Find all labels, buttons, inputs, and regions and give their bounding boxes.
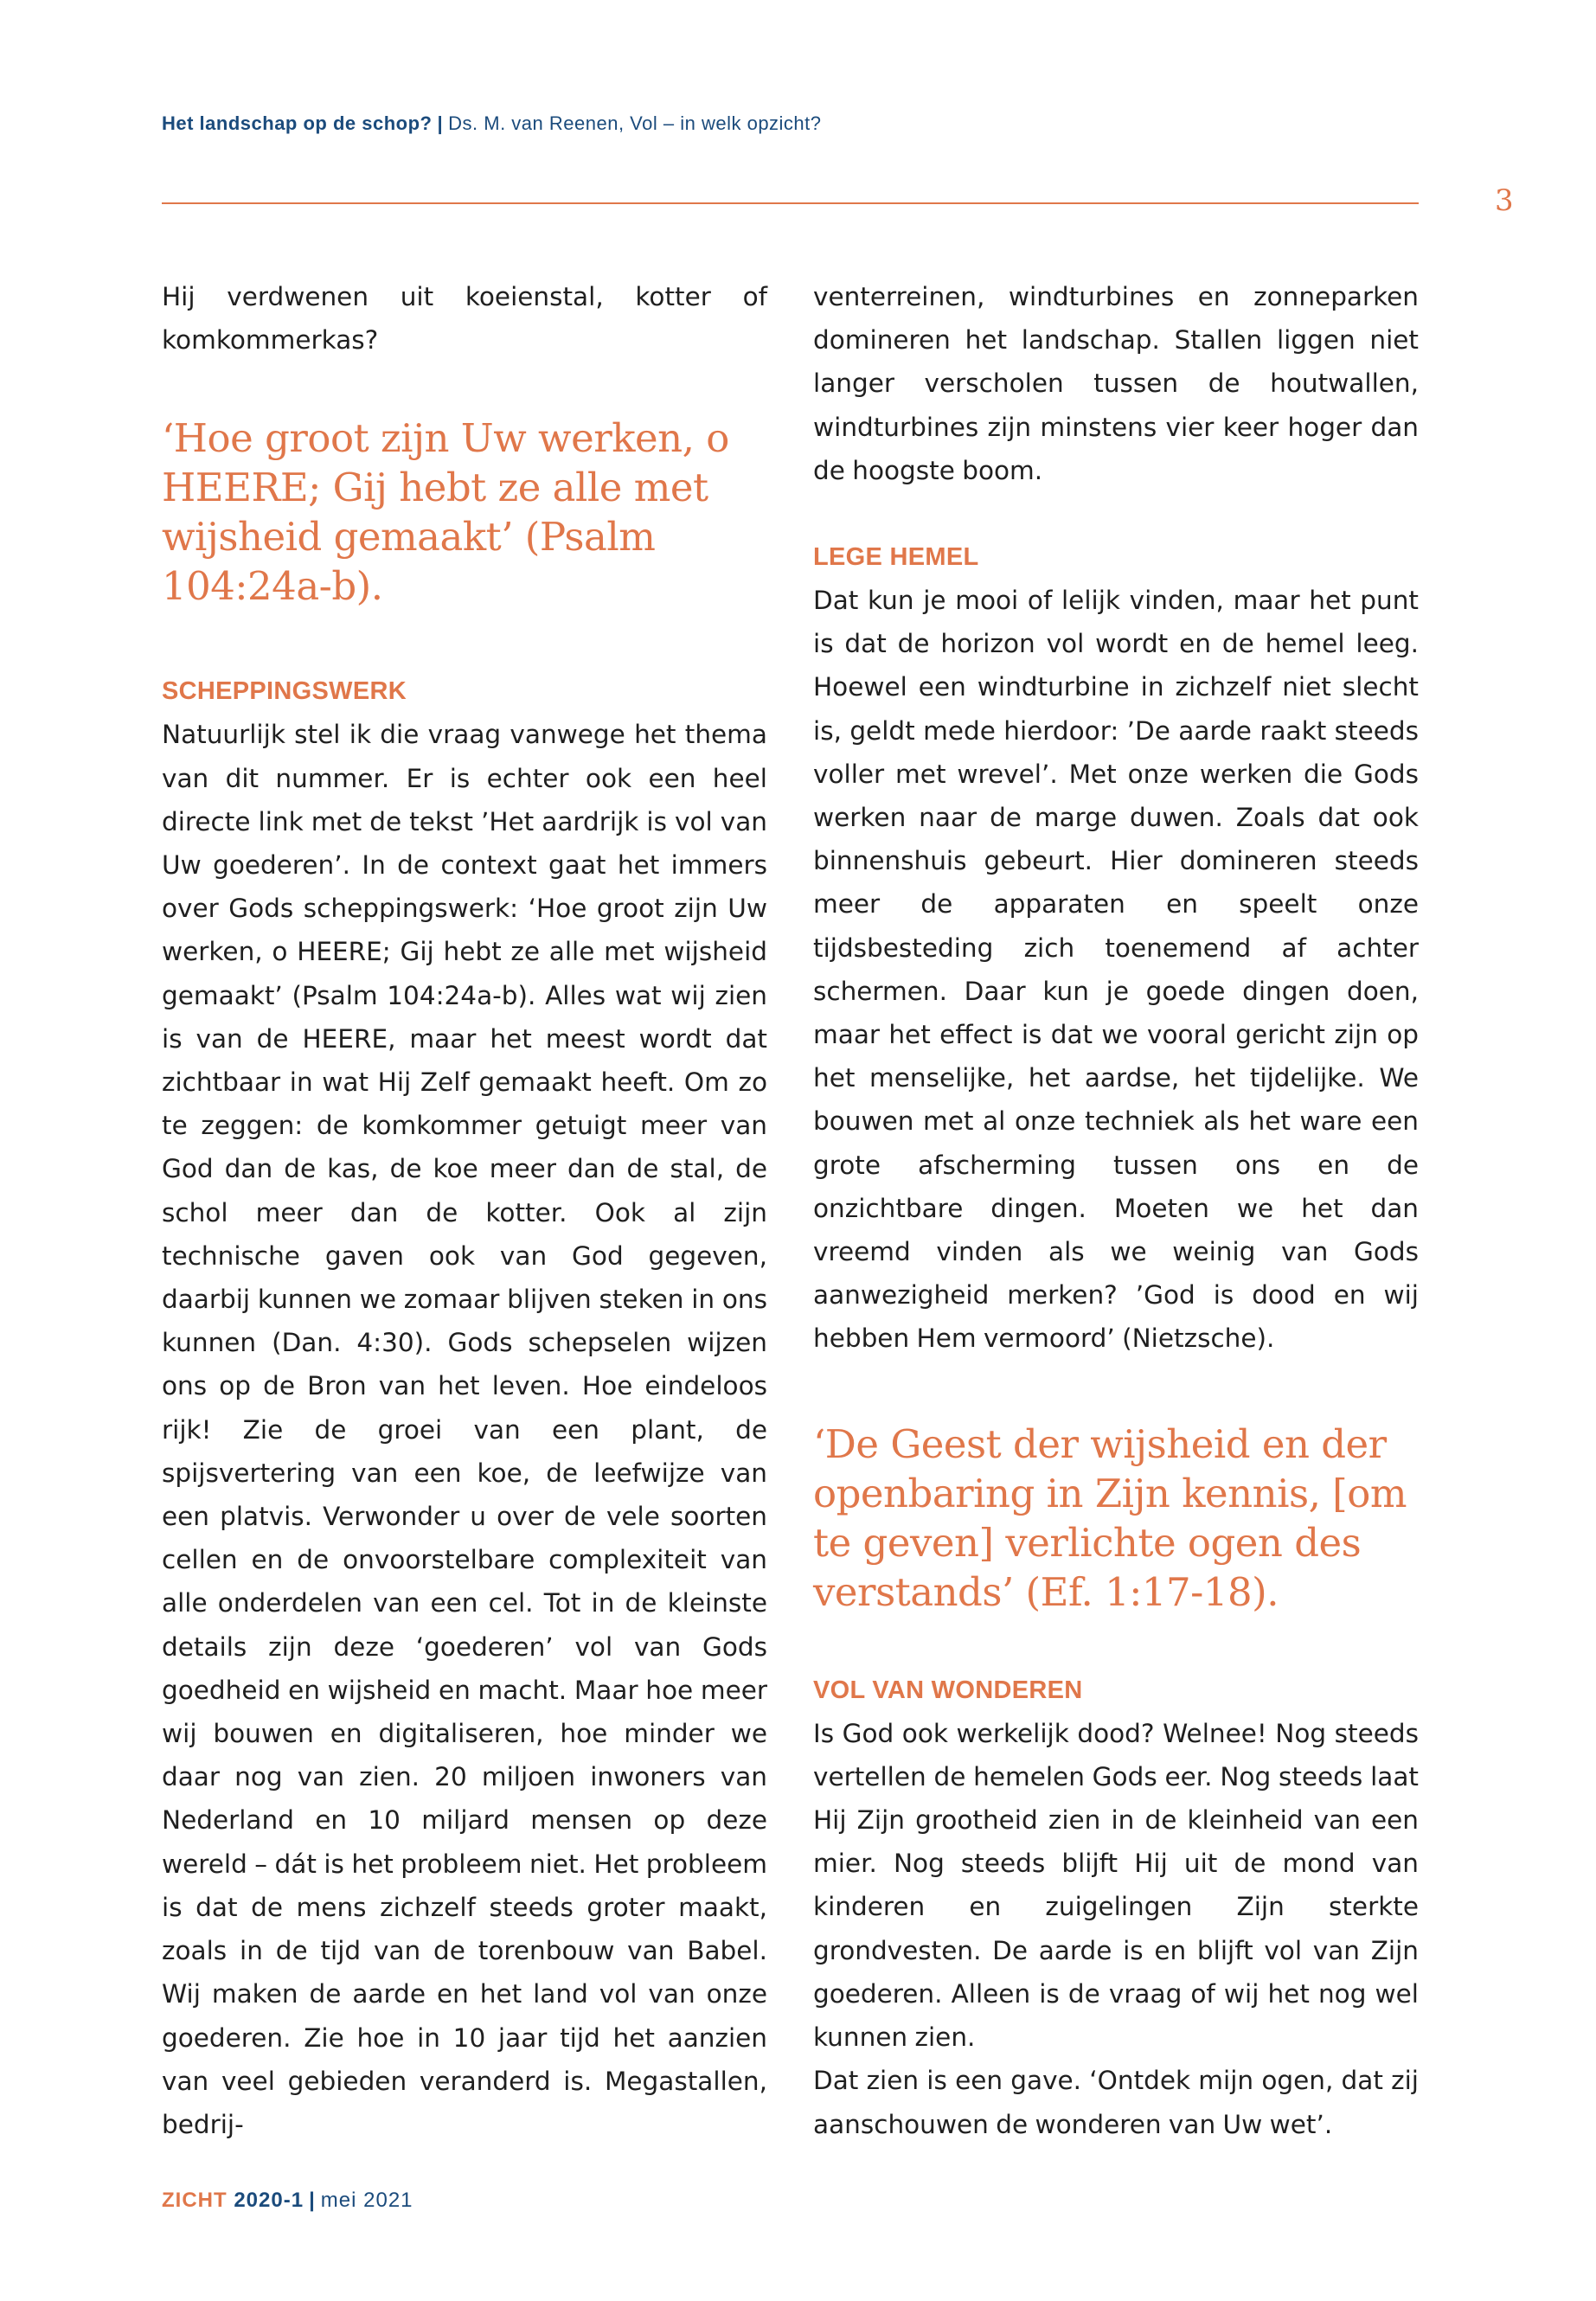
footer-magazine: ZICHT: [162, 2189, 228, 2212]
left-column: [162, 275, 767, 2146]
section-heading-scheppingswerk: SCHEPPINGSWERK: [162, 677, 407, 706]
section-heading-lege-hemel: LEGE HEMEL: [813, 543, 979, 572]
body-scheppingswerk: Natuurlijk stel ik die vraag vanwege het thema van dit nummer. Er is echter ook een heel directe link met de tekst ’Het aardrijk is vol van Uw goederen’. In de context gaat het immers over Gods scheppingswerk: ‘Hoe groot zijn Uw werken, o HEERE; Gij hebt ze alle met wijsheid gemaakt’ (Psalm 104:24a-b). Alles wat wij zien is van de HEERE, maar het meest wordt dat zichtbaar in wat Hij Zelf gemaakt heeft. Om zo te zeggen: de komkommer getuigt meer van God dan de kas, de koe meer dan de stal, de schol meer dan de kotter. Ook al zijn technische gaven ook van God gegeven, daarbij kunnen we zomaar blijven steken in ons kunnen (Dan. 4:30). Gods schepselen wijzen ons op de Bron van het leven. Hoe eindeloos rijk! Zie de groei van een plant, de spijsvertering van een koe, de leefwijze van een platvis. Verwonder u over de vele soorten cellen en de onvoorstelbare complexiteit van alle onderdelen van een cel. Tot in de kleinste details zijn deze ‘goederen’ vol van Gods goedheid en wijsheid en macht. Maar hoe meer wij bouwen en digitaliseren, hoe minder we daar nog van zien. 20 miljoen inwoners van Nederland en 10 miljard mensen op deze wereld – dát is het probleem niet. Het probleem is dat de mens zichzelf steeds groter maakt, zoals in de tijd van de torenbouw van Babel. Wij maken de aarde en het land vol van onze goederen. Zie hoe in 10 jaar tijd het aanzien van veel gebieden veranderd is. Megastallen, bedrij-: [162, 720, 767, 2139]
closing-paragraph: Dat zien is een gave. ‘Ontdek mijn ogen, dat zij aanschouwen de wonderen van Uw wet’.: [813, 2066, 1419, 2139]
pull-quote-efeziers: ‘De Geest der wijsheid en der openbaring in Zijn kennis, [om te geven] verlichte ogen des verstands’ (Ef. 1:17-18).: [813, 1420, 1407, 1615]
right-column: [813, 275, 1419, 2146]
page-number: 3: [1495, 183, 1514, 218]
running-header: [162, 112, 822, 135]
header-subtitle: Ds. M. van Reenen, Vol – in welk opzicht?: [448, 112, 822, 134]
pull-quote-psalm: ‘Hoe groot zijn Uw werken, o HEERE; Gij hebt ze alle met wijsheid gemaakt’ (Psalm 104:24a-b).: [162, 415, 729, 610]
footer-issue: 2020-1: [234, 2189, 304, 2212]
intro-paragraph: Hij verdwenen uit koeienstal, kotter of komkommerkas?: [162, 282, 767, 356]
running-footer: [162, 2189, 413, 2213]
section-heading-vol-van-wonderen: VOL VAN WONDEREN: [813, 1676, 1083, 1704]
footer-separator: |: [309, 2189, 316, 2212]
footer-date: mei 2021: [320, 2189, 413, 2212]
continuation-paragraph: venterreinen, windturbines en zonneparken domineren het landschap. Stallen liggen niet langer verscholen tussen de houtwallen, windturbines zijn minstens vier keer hoger dan de hoogste boom.: [813, 282, 1419, 485]
header-title: Het landschap op de schop?: [162, 112, 433, 134]
header-rule: [162, 202, 1419, 204]
body-lege-hemel: Dat kun je mooi of lelijk vinden, maar het punt is dat de horizon vol wordt en de hemel leeg. Hoewel een windturbine in zichzelf niet slecht is, geldt mede hierdoor: ’De aarde raakt steeds voller met wrevel’. Met onze werken die Gods werken naar de marge duwen. Zoals dat ook binnenshuis gebeurt. Hier domineren steeds meer de apparaten en speelt onze tijdsbesteding zich toenemend af achter schermen. Daar kun je goede dingen doen, maar het effect is dat we vooral gericht zijn op het menselijke, het aardse, het tijdelijke. We bouwen met al onze techniek als het ware een grote afscherming tussen ons en de onzichtbare dingen. Moeten we het dan vreemd vinden als we weinig van Gods aanwezigheid merken? ’God is dood en wij hebben Hem vermoord’ (Nietzsche).: [813, 586, 1419, 1354]
body-vol-van-wonderen: Is God ook werkelijk dood? Welnee! Nog steeds vertellen de hemelen Gods eer. Nog steeds laat Hij Zijn grootheid zien in de kleinheid van een mier. Nog steeds blijft Hij uit de mond van kinderen en zuigelingen Zijn sterkte grondvesten. De aarde is en blijft vol van Zijn goederen. Alleen is de vraag of wij het nog wel kunnen zien.: [813, 1718, 1419, 2053]
header-separator: |: [437, 112, 444, 134]
